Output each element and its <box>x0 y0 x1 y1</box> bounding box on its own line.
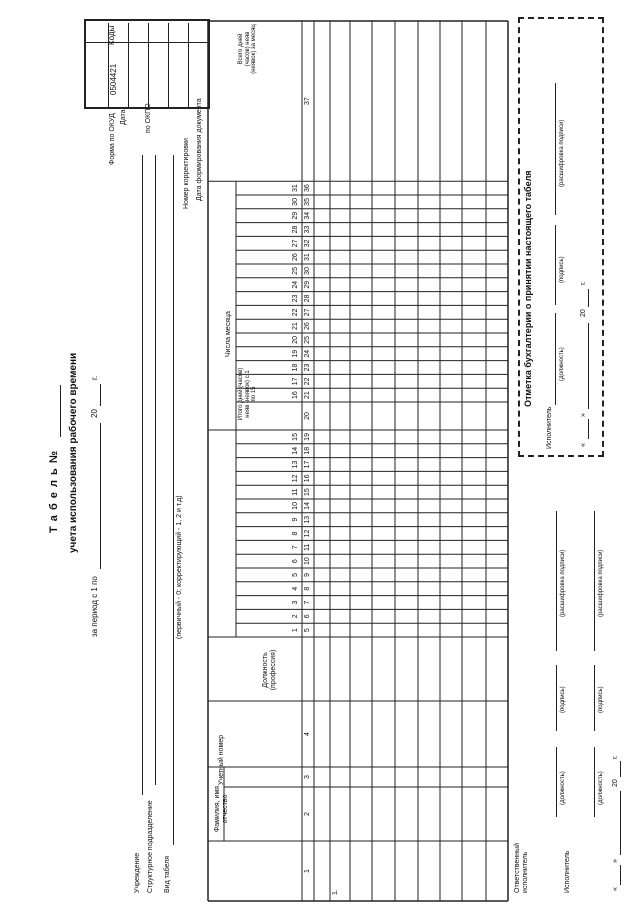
tabel-type-hint: (первичный - 0; корректирующий - 1, 2 и т.д) <box>176 495 183 639</box>
column-index: 20 <box>304 412 311 420</box>
department-label: Структурное подразделение <box>147 800 154 893</box>
responsible-label: Ответственный исполнитель <box>514 843 529 893</box>
column-index: 15 <box>304 488 311 497</box>
executor-signature-hint: (подпись) <box>598 686 604 713</box>
column-index: 8 <box>304 586 311 591</box>
column-index: 36 <box>304 184 311 193</box>
correction-number-label: Номер корректировки <box>183 138 190 209</box>
institution-label: Учреждение <box>134 852 141 893</box>
day-number-header: 29 <box>292 211 299 220</box>
column-index: 21 <box>304 391 311 400</box>
codes-header: Коды <box>107 25 116 45</box>
executor-decode-hint: (расшифровка подписи) <box>598 549 604 617</box>
accounting-signature-line <box>555 225 556 305</box>
responsible-signature-hint: (подпись) <box>560 686 566 713</box>
day-number-header: 17 <box>292 377 299 386</box>
period-label: за период с 1 по <box>90 576 99 637</box>
col-name-header: Фамилия, имя отчество <box>214 785 229 833</box>
accounting-box-title: Отметка бухгалтерии о принятии настоящего табеля <box>523 170 533 407</box>
formation-date-label: Дата формирования документа <box>196 98 203 201</box>
accounting-decode-hint: (расшифровка подписи) <box>559 119 565 187</box>
day-number-header: 4 <box>292 586 299 591</box>
day-number-header: 12 <box>292 474 299 483</box>
column-index: 5 <box>304 628 311 633</box>
column-index: 14 <box>304 502 311 510</box>
column-index: 16 <box>304 474 311 483</box>
date-quote-close: » <box>612 859 619 863</box>
day-number-header: 21 <box>292 322 299 331</box>
column-index: 1 <box>304 869 311 873</box>
executor-position-line <box>594 747 595 817</box>
column-index: 22 <box>304 377 311 386</box>
column-index: 24 <box>304 349 311 358</box>
day-number-header: 23 <box>292 294 299 303</box>
day-number-header: 6 <box>292 559 299 564</box>
day-number-header: 19 <box>292 349 299 358</box>
accounting-decode-line <box>555 83 556 215</box>
column-index: 37 <box>304 97 311 106</box>
column-index: 18 <box>304 446 311 455</box>
column-index: 35 <box>304 198 311 206</box>
day-number-header: 5 <box>292 572 299 577</box>
accounting-position-hint: (должность) <box>559 347 565 381</box>
column-index: 34 <box>304 211 311 220</box>
col-days-header: Числа месяца <box>225 311 232 357</box>
accounting-quote-close: » <box>580 413 587 417</box>
executor-label: Исполнитель <box>564 850 571 893</box>
column-index: 6 <box>304 614 311 619</box>
column-index: 30 <box>304 267 311 275</box>
day-number-header: 15 <box>292 433 299 441</box>
column-index: 11 <box>304 543 311 551</box>
day-number-header: 8 <box>292 531 299 536</box>
column-index: 19 <box>304 433 311 441</box>
column-index: 32 <box>304 239 311 248</box>
date-year-prefix: 20 <box>612 779 619 787</box>
day-number-header: 25 <box>292 267 299 275</box>
day-number-header: 26 <box>292 253 299 262</box>
day-number-header: 2 <box>292 614 299 619</box>
day-number-header: 14 <box>292 446 299 455</box>
form-okud-label: Форма по ОКУД <box>109 113 116 165</box>
accounting-executor-label: Исполнитель <box>546 406 553 449</box>
date-label: Дата <box>120 109 127 125</box>
date-quote-open: « <box>612 887 619 891</box>
tabel-type-label: Вид табеля <box>164 855 171 893</box>
column-index: 25 <box>304 336 311 344</box>
accounting-year-suffix: г. <box>580 281 587 285</box>
day-number-header: 16 <box>292 391 299 400</box>
responsible-decode-line <box>556 511 557 651</box>
column-index: 28 <box>304 294 311 303</box>
accounting-month-line <box>588 323 589 409</box>
column-index: 10 <box>304 557 311 566</box>
col-account-number-header: Учетный номер <box>218 734 225 785</box>
column-index: 31 <box>304 253 311 262</box>
column-index: 13 <box>304 515 311 524</box>
column-index: 9 <box>304 572 311 577</box>
day-number-header: 31 <box>292 184 299 193</box>
day-number-header: 18 <box>292 363 299 372</box>
day-number-header: 22 <box>292 308 299 317</box>
day-number-header: 30 <box>292 198 299 206</box>
form-code-value: 0504421 <box>109 63 118 95</box>
period-year-suffix: г. <box>90 375 99 380</box>
date-year-line <box>620 761 621 777</box>
day-number-header: 27 <box>292 239 299 248</box>
responsible-signature-line <box>556 665 557 731</box>
column-index: 33 <box>304 225 311 234</box>
column-index: 26 <box>304 322 311 331</box>
day-number-header: 28 <box>292 225 299 234</box>
day-number-header: 13 <box>292 460 299 469</box>
column-index: 23 <box>304 363 311 372</box>
column-index: 3 <box>304 775 311 779</box>
accounting-year-prefix: 20 <box>580 309 587 317</box>
accounting-year-line <box>588 289 589 307</box>
executor-signature-line <box>594 665 595 731</box>
column-index: 4 <box>304 732 311 736</box>
day-number-header: 7 <box>292 545 299 550</box>
executor-decode-line <box>594 511 595 651</box>
col-subtotal-header: Итого дней (часов) неяв (неявок) с 1 по 15 <box>238 367 258 421</box>
column-index: 27 <box>304 308 311 317</box>
document-title: Т а б е л ь № <box>48 449 60 533</box>
okpo-label: по ОКПО <box>145 103 152 133</box>
accounting-quote-open: « <box>580 443 587 447</box>
column-index: 12 <box>304 529 311 538</box>
column-index: 7 <box>304 600 311 605</box>
day-number-header: 3 <box>292 600 299 605</box>
day-number-header: 24 <box>292 280 299 289</box>
date-year-suffix: г. <box>612 755 619 759</box>
column-index: 29 <box>304 280 311 289</box>
date-month-line <box>620 791 621 855</box>
column-index: 2 <box>304 812 311 816</box>
column-index: 17 <box>304 460 311 469</box>
executor-position-hint: (должность) <box>598 771 604 805</box>
col-total-header: Всего дней (часов) неяв (неявок) за месяц <box>238 24 258 74</box>
document-subtitle: учета использования рабочего времени <box>68 352 79 553</box>
col-position-header: Должность (профессия) <box>262 649 277 691</box>
responsible-decode-hint: (расшифровка подписи) <box>560 549 566 617</box>
day-number-header: 20 <box>292 336 299 344</box>
day-number-header: 9 <box>292 517 299 522</box>
day-number-header: 11 <box>292 488 299 496</box>
day-number-header: 10 <box>292 502 299 510</box>
accounting-position-line <box>555 313 556 405</box>
period-year-prefix: 20 <box>90 409 99 418</box>
accounting-day-line <box>588 419 589 439</box>
responsible-position-line <box>556 747 557 817</box>
day-number-header: 1 <box>292 628 299 633</box>
first-row-marker: 1. <box>332 889 339 895</box>
responsible-position-hint: (должность) <box>560 771 566 805</box>
date-day-line <box>620 865 621 885</box>
accounting-signature-hint: (подпись) <box>559 256 565 283</box>
